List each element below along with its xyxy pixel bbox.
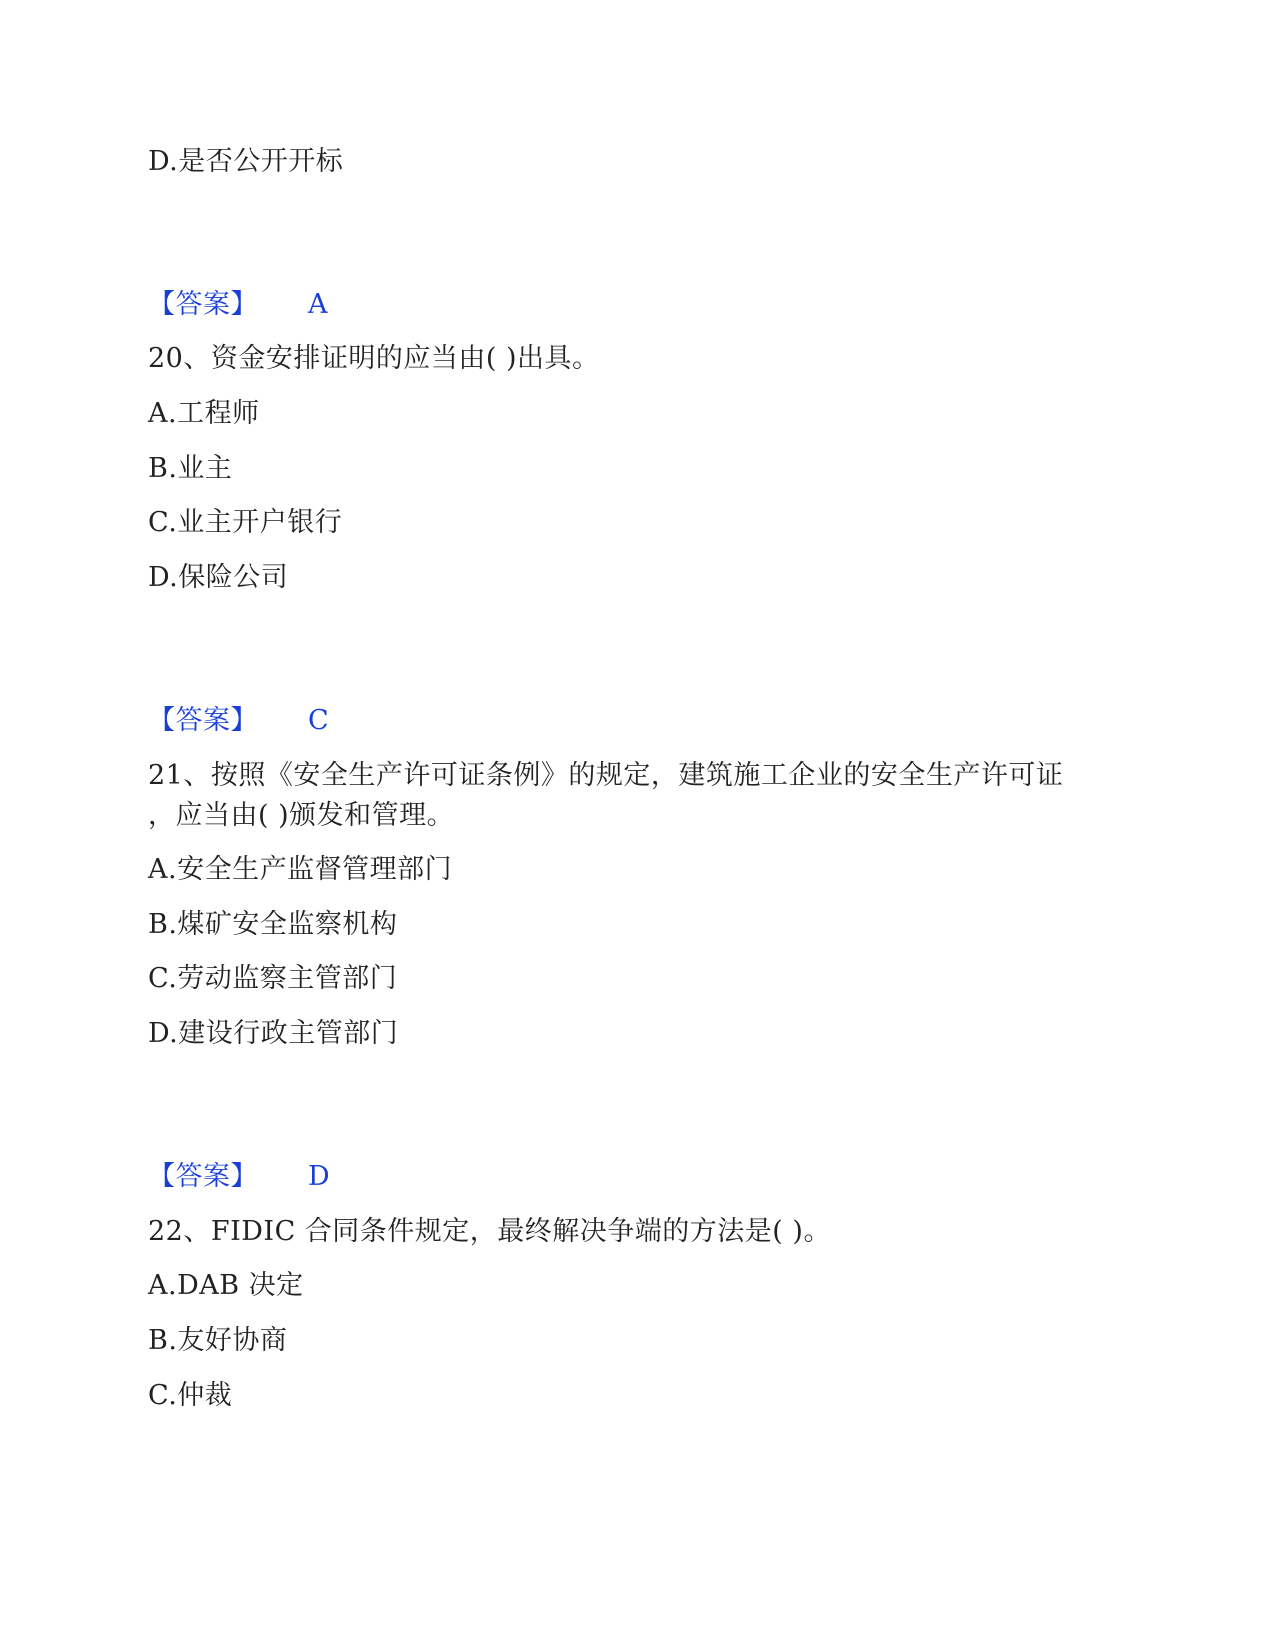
q21-option-d: D.建设行政主管部门 <box>148 1018 399 1049</box>
q21-stem-line1: 21、按照《安全生产许可证条例》的规定，建筑施工企业的安全生产许可证 <box>148 760 1064 791</box>
answer-20 <box>148 704 548 738</box>
answer-label: 【答案】 <box>148 289 258 320</box>
q20-option-d: D.保险公司 <box>148 562 289 593</box>
q22-stem: 22、FIDIC 合同条件规定，最终解决争端的方法是( )。 <box>148 1216 831 1247</box>
answer-label: 【答案】 <box>148 705 258 736</box>
q21-stem-line2: ，应当由( )颁发和管理。 <box>148 800 455 831</box>
answer-value: A <box>308 289 328 320</box>
q22-option-b: B.友好协商 <box>148 1325 288 1356</box>
q21-option-a: A.安全生产监督管理部门 <box>148 854 453 885</box>
q20-option-b: B.业主 <box>148 453 233 484</box>
q21-option-c: C.劳动监察主管部门 <box>148 963 398 994</box>
answer-21 <box>148 1160 548 1194</box>
answer-label: 【答案】 <box>148 1161 258 1192</box>
answer-value: D <box>308 1161 331 1192</box>
answer-19 <box>148 288 548 322</box>
q20-option-a: A.工程师 <box>148 398 260 429</box>
q22-option-a: A.DAB 决定 <box>148 1270 304 1301</box>
q21-option-b: B.煤矿安全监察机构 <box>148 909 398 940</box>
answer-value: C <box>308 705 330 736</box>
q20-option-c: C.业主开户银行 <box>148 507 343 538</box>
q19-option-d: D.是否公开开标 <box>148 146 344 177</box>
q22-option-c: C.仲裁 <box>148 1380 233 1411</box>
q20-stem: 20、资金安排证明的应当由( )出具。 <box>148 343 600 374</box>
